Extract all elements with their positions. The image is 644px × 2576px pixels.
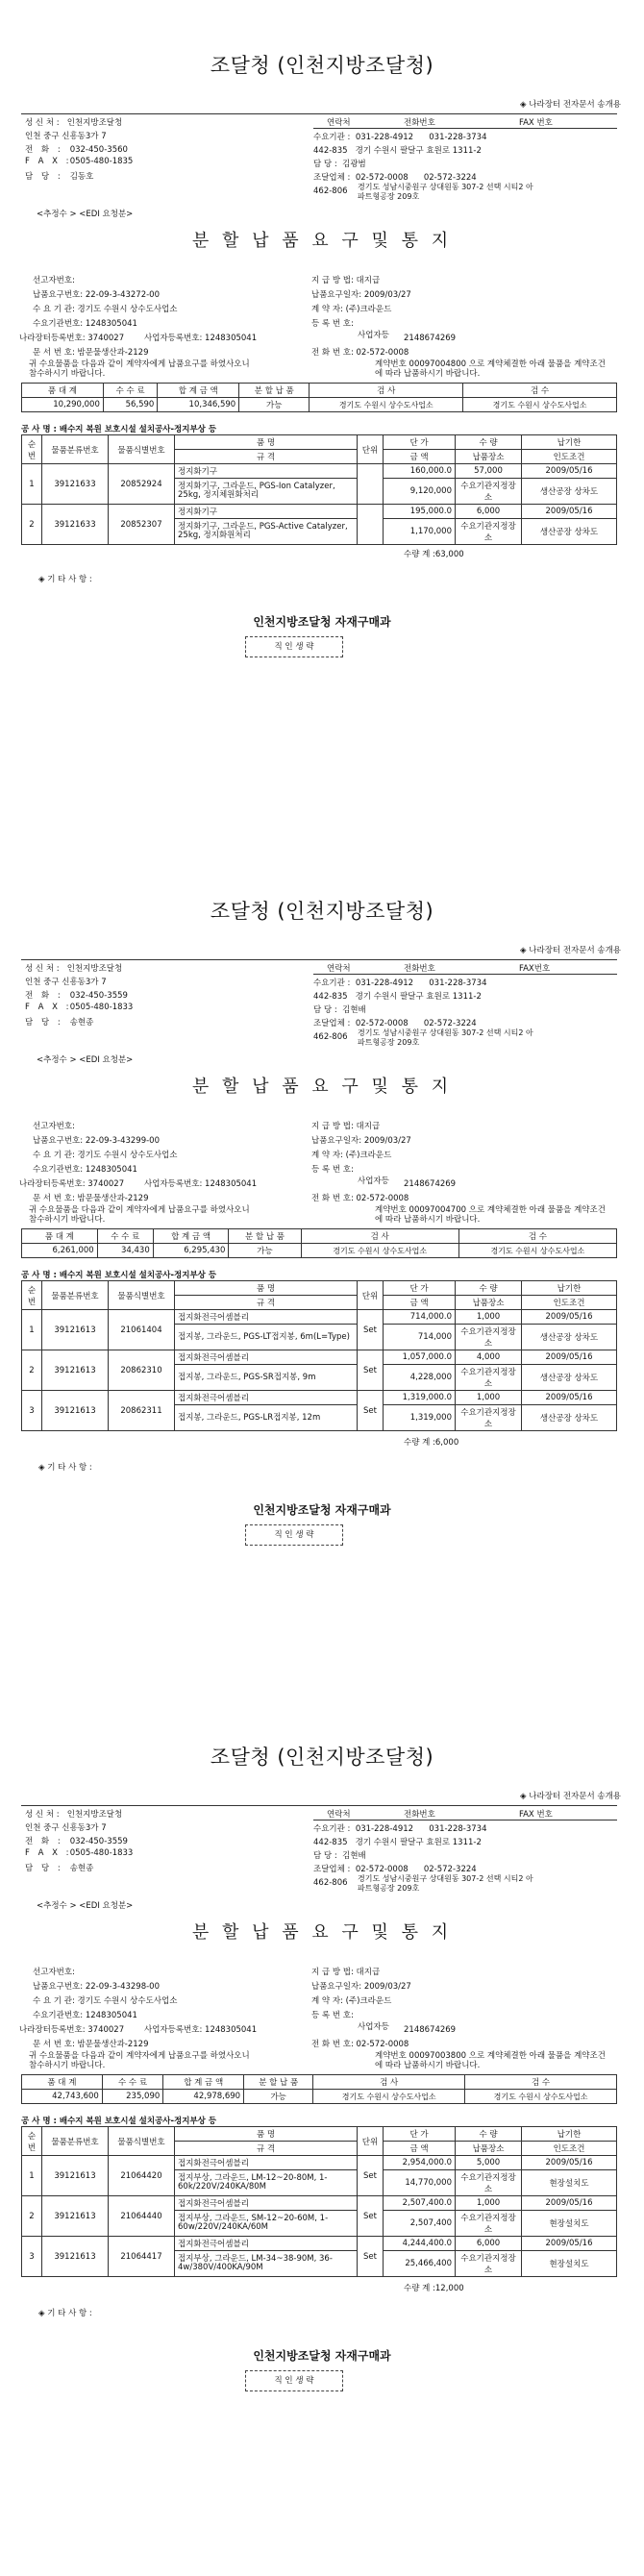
doc-title: 조달청 (인천지방조달청) bbox=[210, 900, 434, 923]
item-cell: 현장설치도 bbox=[522, 2251, 617, 2277]
vendor-manager: 담 당 : 김현배 bbox=[313, 1851, 366, 1861]
item-cell: Set bbox=[358, 1350, 384, 1391]
ref-note: ◈ 나라장터 전자문서 송개용 bbox=[520, 1792, 621, 1801]
item-cell: Set bbox=[358, 1391, 384, 1431]
procurement-notice bbox=[0, 846, 644, 1692]
item-cell: 9,120,000 bbox=[384, 479, 456, 505]
buyer-manager: 담 당 : 송현종 bbox=[25, 1864, 94, 1873]
item-cell: 접지부상, 그라운드, LM-34~38-90M, 36-4w/380V/400KA/90M bbox=[175, 2251, 358, 2277]
item-cell: 39121633 bbox=[42, 505, 109, 545]
item-cell: 39121613 bbox=[42, 2196, 109, 2237]
items-table: 순번 물품분류번호 물품식별번호 품 명 단위 단 가 수 량 납기한 규 격 금 액 납품장소 인도조건 1 39121613 21061404 접지화전극어셈블리 Set 714,000.0 1,000 2009/05/16 접지봉, 그라운드, PGS-LT접지봉, 6m(L=Type) 714,000 수요기관지정장소 생산공장 상차도 2 39121613 20862310 접지화전극어셈블리 Set 1,057,000.0 4,000 2009/05/16 접지봉, 그라운드, PGS-SR접지봉, 9m 4,228,000 수요기관지정장소 생산공장 상차도 3 39121613 20862311 접지화전극어셈블리 Set 1,319,000.0 1,000 2009/05/16 접지봉, 그라운드, PGS-LR접지봉, 12m 1,319,000 수요기관지정장소 생산공장 상차도 bbox=[21, 1280, 617, 1431]
item-cell: 접지봉, 그라운드, PGS-LT접지봉, 6m(L=Type) bbox=[175, 1325, 358, 1350]
item-cell: 2 bbox=[22, 505, 42, 545]
info-line: 사업자등록번호: 1248305041 bbox=[144, 2025, 258, 2035]
vendor-zip: 462-806 bbox=[313, 1878, 348, 1888]
item-cell: 21061404 bbox=[109, 1310, 175, 1350]
item-cell: 2009/05/16 bbox=[522, 2237, 617, 2251]
item-cell: 195,000.0 bbox=[384, 505, 456, 519]
summary-value: 경기도 수원시 상수도사업소 bbox=[313, 2090, 465, 2104]
item-cell: 3 bbox=[22, 1391, 42, 1431]
vendor-manager: 담 당 : 김현배 bbox=[313, 1005, 366, 1015]
item-cell: 2,507,400 bbox=[384, 2211, 456, 2237]
notice-subtitle: 분 할 납 품 요 구 및 통 지 bbox=[191, 231, 453, 251]
vendor-address: 경기도 성남시중원구 상대원동 307-2 선택 시티2 아파트형공장 209호 bbox=[358, 183, 533, 201]
info-line: 선고자번호: bbox=[33, 276, 75, 285]
info-line: 등 록 번 호: bbox=[311, 319, 354, 329]
summary-value: 6,295,430 bbox=[153, 1244, 229, 1258]
item-cell: 접지화전극어셈블리 bbox=[175, 2196, 358, 2211]
item-cell: 2009/05/16 bbox=[522, 1310, 617, 1325]
other-notes: ◈ 기 타 사 항 : bbox=[38, 1463, 92, 1473]
issuing-department: 인천지방조달청 자재구매과 bbox=[253, 615, 391, 629]
item-cell: 1,170,000 bbox=[384, 519, 456, 545]
total-quantity: 수량 계 :6,000 bbox=[404, 1438, 459, 1448]
item-cell: 생산공장 상차도 bbox=[522, 1365, 617, 1391]
summary-value: 경기도 수원시 상수도사업소 bbox=[458, 1244, 616, 1258]
item-cell: 2,507,400.0 bbox=[384, 2196, 456, 2211]
info-line: 납품요구일자: 2009/03/27 bbox=[311, 1982, 411, 1992]
info-line: 사업자등록번호: 1248305041 bbox=[144, 334, 258, 343]
request-tabs: <추정수 > <EDI 요청분> bbox=[37, 1055, 134, 1065]
item-cell: 39121613 bbox=[42, 1391, 109, 1431]
item-cell: 1 bbox=[22, 2156, 42, 2196]
buyer-manager: 담 당 : 송현종 bbox=[25, 1018, 94, 1028]
item-cell: 21064440 bbox=[109, 2196, 175, 2237]
item-cell: 39121613 bbox=[42, 2156, 109, 2196]
info-notice: 계약번호 00097004800 으로 계약체결한 아래 물품을 계약조건에 따라 납품하시기 바랍니다. bbox=[375, 359, 606, 379]
table-row bbox=[22, 505, 617, 519]
requester-contact: 수요기관 : 031-228-4912 031-228-3734 bbox=[313, 1824, 487, 1834]
info-notice: 계약번호 00097004700 으로 계약체결한 아래 물품을 계약조건에 따라 납품하시기 바랍니다. bbox=[375, 1205, 606, 1225]
vendor-col-fax: FAX 번호 bbox=[519, 1810, 553, 1820]
item-cell: 4,000 bbox=[456, 1350, 522, 1365]
info-notice: 귀 수요물품을 다음과 같이 계약자에게 납품요구를 하였사오니 참수하시기 바랍니다. bbox=[29, 1205, 250, 1225]
table-row bbox=[22, 1350, 617, 1365]
project-title: 공 사 명 : 배수지 복원 보호시설 설치공사-정지부상 등 bbox=[21, 1271, 217, 1280]
info-line: 2148674269 bbox=[404, 1179, 457, 1189]
item-cell: 2009/05/16 bbox=[522, 505, 617, 519]
items-table: 순번 물품분류번호 물품식별번호 품 명 단위 단 가 수 량 납기한 규 격 금 액 납품장소 인도조건 1 39121613 21064420 접지화전극어셈블리 Set 2,954,000.0 5,000 2009/05/16 접지부상, 그라운드, LM-12~20-80M, 1-60k/220V/240KA/80M 14,770,000 수요기관지정장소 현장설치도 2 39121613 21064440 접지화전극어셈블리 Set 2,507,400.0 1,000 2009/05/16 접지부상, 그라운드, SM-12~20-60M, 1-60w/220V/240KA/60M 2,507,400 수요기관지정장소 현장설치도 3 39121613 21064417 접지화전극어셈블리 Set 4,244,400.0 6,000 2009/05/16 접지부상, 그라운드, LM-34~38-90M, 36-4w/380V/400KA/90M 25,466,400 수요기관지정장소 현장설치도 bbox=[21, 2126, 617, 2277]
summary-value: 42,743,600 bbox=[22, 2090, 103, 2104]
requester-contact: 수요기관 : 031-228-4912 031-228-3734 bbox=[313, 978, 487, 988]
item-cell: 3 bbox=[22, 2237, 42, 2277]
divider bbox=[21, 1805, 617, 1806]
item-cell: 현장설치도 bbox=[522, 2170, 617, 2196]
summary-value: 34,430 bbox=[97, 1244, 153, 1258]
item-cell bbox=[358, 464, 384, 505]
item-cell: 1,057,000.0 bbox=[384, 1350, 456, 1365]
other-notes: ◈ 기 타 사 항 : bbox=[38, 575, 92, 584]
summary-value: 경기도 수원시 상수도사업소 bbox=[310, 398, 463, 412]
info-line: 나라장터등록번호: 3740027 bbox=[19, 1179, 125, 1189]
item-cell: 2009/05/16 bbox=[522, 2156, 617, 2170]
info-line: 수 요 기 관: 경기도 수원시 상수도사업소 bbox=[33, 1996, 178, 2006]
item-cell: 생산공장 상차도 bbox=[522, 479, 617, 505]
item-cell bbox=[358, 505, 384, 545]
info-line: 사업자등 bbox=[358, 331, 389, 340]
item-cell: 접지화전극어셈블리 bbox=[175, 2237, 358, 2251]
buyer-manager: 담 당 : 김동호 bbox=[25, 172, 94, 182]
buyer-phone: 전 화 : 032-450-3560 bbox=[25, 145, 128, 155]
item-cell: 6,000 bbox=[456, 2237, 522, 2251]
summary-value: 경기도 수원시 상수도사업소 bbox=[301, 1244, 458, 1258]
item-cell: 2009/05/16 bbox=[522, 464, 617, 479]
vendor-contact: 조달업체 : 02-572-0008 02-572-3224 bbox=[313, 1865, 477, 1874]
info-notice: 계약번호 00097003800 으로 계약체결한 아래 물품을 계약조건에 따라 납품하시기 바랍니다. bbox=[375, 2051, 606, 2070]
summary-header: 검 수 bbox=[465, 2075, 617, 2090]
info-line: 선고자번호: bbox=[33, 1122, 75, 1131]
vendor-contact: 조달업체 : 02-572-0008 02-572-3224 bbox=[313, 173, 477, 183]
buyer-address: 인천 중구 신흥동3가 7 bbox=[25, 978, 107, 987]
buyer-address: 인천 중구 신흥동3가 7 bbox=[25, 132, 107, 141]
vendor-col-phone: 전화번호 bbox=[404, 964, 435, 974]
info-line: 나라장터등록번호: 3740027 bbox=[19, 334, 125, 343]
summary-header: 품 대 계 bbox=[22, 1229, 98, 1244]
item-cell: 6,000 bbox=[456, 505, 522, 519]
info-line: 지 급 방 법: 대지급 bbox=[311, 1122, 381, 1131]
procurement-notice bbox=[0, 0, 644, 846]
other-notes: ◈ 기 타 사 항 : bbox=[38, 2309, 92, 2318]
buyer-address: 인천 중구 신흥동3가 7 bbox=[25, 1823, 107, 1833]
buyer-name: 성 신 처 : 인천지방조달청 bbox=[25, 118, 123, 128]
item-cell: 접지봉, 그라운드, PGS-SR접지봉, 9m bbox=[175, 1365, 358, 1391]
project-title: 공 사 명 : 배수지 복원 보호시설 설치공사-정지부상 등 bbox=[21, 2117, 217, 2126]
vendor-address: 경기도 성남시중원구 상대원동 307-2 선택 시티2 아파트형공장 209호 bbox=[358, 1028, 533, 1047]
item-cell: 2009/05/16 bbox=[522, 1350, 617, 1365]
item-cell: 생산공장 상차도 bbox=[522, 519, 617, 545]
procurement-notice bbox=[0, 1692, 644, 2538]
item-cell: 4,228,000 bbox=[384, 1365, 456, 1391]
project-title: 공 사 명 : 배수지 복원 보호시설 설치공사-정지부상 등 bbox=[21, 425, 217, 434]
info-line: 지 급 방 법: 대지급 bbox=[311, 276, 381, 285]
info-line: 사업자등 bbox=[358, 2022, 389, 2032]
items-table: 순번 물품분류번호 물품식별번호 품 명 단위 단 가 수 량 납기한 규 격 금 액 납품장소 인도조건 1 39121633 20852924 정지화기구 160,000.0 57,000 2009/05/16 정지화기구, 그라운드, PGS-Ion Catalyzer, 25kg, 정지체원화처리 9,120,000 수요기관지정장소 생산공장 상차도 2 39121633 20852307 정지화기구 195,000.0 6,000 2009/05/16 정지화기구, 그라운드, PGS-Active Catalyzer, 25kg, 정지화원처리 1,170,000 수요기관지정장소 생산공장 상차도 bbox=[21, 434, 617, 545]
item-cell: 접지부상, 그라운드, SM-12~20-60M, 1-60w/220V/240KA/60M bbox=[175, 2211, 358, 2237]
item-cell: 25,466,400 bbox=[384, 2251, 456, 2277]
info-line: 계 약 자: (주)크라운드 bbox=[311, 1996, 392, 2006]
item-cell: 2,954,000.0 bbox=[384, 2156, 456, 2170]
summary-value: 경기도 수원시 상수도사업소 bbox=[463, 398, 617, 412]
summary-header: 합 계 금 액 bbox=[153, 1229, 229, 1244]
summary-value: 10,346,590 bbox=[158, 398, 239, 412]
summary-value: 6,261,000 bbox=[22, 1244, 98, 1258]
info-line: 수요기관번호: 1248305041 bbox=[33, 1165, 137, 1175]
summary-header: 검 사 bbox=[301, 1229, 458, 1244]
item-cell: 2009/05/16 bbox=[522, 2196, 617, 2211]
info-line: 등 록 번 호: bbox=[311, 2011, 354, 2020]
vendor-col-fax: FAX 번호 bbox=[519, 118, 553, 128]
table-row bbox=[22, 1391, 617, 1405]
summary-header: 합 계 금 액 bbox=[163, 2075, 244, 2090]
buyer-phone: 전 화 : 032-450-3559 bbox=[25, 1837, 128, 1846]
item-cell: 2 bbox=[22, 2196, 42, 2237]
info-line: 사업자등 bbox=[358, 1177, 389, 1186]
item-cell: 4,244,400.0 bbox=[384, 2237, 456, 2251]
item-cell: 수요기관지정장소 bbox=[456, 1365, 522, 1391]
info-line: 납품요구번호: 22-09-3-43272-00 bbox=[33, 290, 160, 300]
item-cell: 20862310 bbox=[109, 1350, 175, 1391]
table-row bbox=[22, 464, 617, 479]
notice-subtitle: 분 할 납 품 요 구 및 통 지 bbox=[191, 1077, 453, 1097]
item-cell: 1 bbox=[22, 1310, 42, 1350]
vendor-address: 경기도 성남시중원구 상대원동 307-2 선택 시티2 아파트형공장 209호 bbox=[358, 1874, 533, 1893]
table-row bbox=[22, 2156, 617, 2170]
item-cell: 20862311 bbox=[109, 1391, 175, 1431]
summary-value: 42,978,690 bbox=[163, 2090, 244, 2104]
doc-title: 조달청 (인천지방조달청) bbox=[210, 54, 434, 77]
vendor-col-fax: FAX번호 bbox=[519, 964, 551, 974]
item-cell: 1,319,000 bbox=[384, 1405, 456, 1431]
item-cell: 수요기관지정장소 bbox=[456, 2170, 522, 2196]
buyer-phone: 전 화 : 032-450-3559 bbox=[25, 991, 128, 1001]
item-cell: 57,000 bbox=[456, 464, 522, 479]
item-cell: 정지화기구 bbox=[175, 505, 358, 519]
item-cell: 수요기관지정장소 bbox=[456, 2211, 522, 2237]
info-line: 계 약 자: (주)크라운드 bbox=[311, 1151, 392, 1160]
summary-value: 10,290,000 bbox=[22, 398, 104, 412]
item-cell: 수요기관지정장소 bbox=[456, 1405, 522, 1431]
vendor-col-contact: 연락처 bbox=[327, 964, 351, 974]
summary-table bbox=[21, 2074, 617, 2104]
info-line: 수요기관번호: 1248305041 bbox=[33, 319, 137, 329]
vendor-contact: 조달업체 : 02-572-0008 02-572-3224 bbox=[313, 1019, 477, 1028]
vendor-zip: 462-806 bbox=[313, 186, 348, 196]
item-cell: 정지화기구 bbox=[175, 464, 358, 479]
seal-omitted-box: 직 인 생 략 bbox=[245, 2370, 343, 2391]
requester-address: 442-835 경기 수원시 팔달구 효원로 1311-2 bbox=[313, 1838, 482, 1847]
item-cell: 접지화전극어셈블리 bbox=[175, 2156, 358, 2170]
item-cell: 714,000.0 bbox=[384, 1310, 456, 1325]
request-tabs: <추정수 > <EDI 요청분> bbox=[37, 210, 134, 219]
info-line: 전 화 번 호: 02-572-0008 bbox=[311, 348, 409, 358]
summary-header: 분 할 납 품 bbox=[244, 2075, 313, 2090]
item-cell: 접지부상, 그라운드, LM-12~20-80M, 1-60k/220V/240KA/80M bbox=[175, 2170, 358, 2196]
item-cell: 2009/05/16 bbox=[522, 1391, 617, 1405]
issuing-department: 인천지방조달청 자재구매과 bbox=[253, 1503, 391, 1517]
item-cell: 1,319,000.0 bbox=[384, 1391, 456, 1405]
info-line: 등 록 번 호: bbox=[311, 1165, 354, 1175]
info-line: 2148674269 bbox=[404, 2025, 457, 2035]
requester-address: 442-835 경기 수원시 팔달구 효원로 1311-2 bbox=[313, 992, 482, 1002]
summary-table bbox=[21, 383, 617, 412]
request-tabs: <추정수 > <EDI 요청분> bbox=[37, 1901, 134, 1911]
item-cell: Set bbox=[358, 2196, 384, 2237]
info-line: 납품요구번호: 22-09-3-43298-00 bbox=[33, 1982, 160, 1992]
summary-header: 수 수 료 bbox=[97, 1229, 153, 1244]
ref-note: ◈ 나라장터 전자문서 송개용 bbox=[520, 100, 621, 110]
item-cell: 2 bbox=[22, 1350, 42, 1391]
info-line: 납품요구일자: 2009/03/27 bbox=[311, 290, 411, 300]
item-cell: 접지화전극어셈블리 bbox=[175, 1391, 358, 1405]
info-line: 문 서 번 호: 밤문물생산과-2129 bbox=[33, 348, 149, 358]
buyer-fax: F A X : 0505-480-1833 bbox=[25, 1848, 134, 1858]
item-cell: 생산공장 상차도 bbox=[522, 1405, 617, 1431]
summary-value: 235,090 bbox=[102, 2090, 162, 2104]
buyer-fax: F A X : 0505-480-1833 bbox=[25, 1003, 134, 1012]
summary-value: 56,590 bbox=[103, 398, 157, 412]
item-cell: 정지화기구, 그라운드, PGS-Active Catalyzer, 25kg, 정지화원처리 bbox=[175, 519, 358, 545]
vendor-zip: 462-806 bbox=[313, 1032, 348, 1042]
divider bbox=[21, 113, 617, 114]
item-cell: 접지화전극어셈블리 bbox=[175, 1350, 358, 1365]
item-cell: 1,000 bbox=[456, 2196, 522, 2211]
item-cell: 714,000 bbox=[384, 1325, 456, 1350]
item-cell: 5,000 bbox=[456, 2156, 522, 2170]
total-quantity: 수량 계 :12,000 bbox=[404, 2284, 464, 2293]
info-line: 납품요구일자: 2009/03/27 bbox=[311, 1136, 411, 1146]
summary-value: 가능 bbox=[239, 398, 310, 412]
vendor-manager: 담 당 : 김광범 bbox=[313, 160, 366, 169]
item-cell: 14,770,000 bbox=[384, 2170, 456, 2196]
buyer-name: 성 신 처 : 인천지방조달청 bbox=[25, 1810, 123, 1820]
issuing-department: 인천지방조달청 자재구매과 bbox=[253, 2349, 391, 2363]
summary-header: 분 할 납 품 bbox=[229, 1229, 301, 1244]
seal-omitted-box: 직 인 생 략 bbox=[245, 1524, 343, 1546]
item-cell: Set bbox=[358, 2156, 384, 2196]
info-line: 문 서 번 호: 밤문물생산과-2129 bbox=[33, 1194, 149, 1203]
item-cell: 21064420 bbox=[109, 2156, 175, 2196]
info-line: 나라장터등록번호: 3740027 bbox=[19, 2025, 125, 2035]
item-cell: Set bbox=[358, 2237, 384, 2277]
table-row bbox=[22, 1310, 617, 1325]
summary-header: 검 사 bbox=[310, 384, 463, 398]
info-line: 지 급 방 법: 대지급 bbox=[311, 1968, 381, 1977]
item-cell: 수요기관지정장소 bbox=[456, 519, 522, 545]
item-cell: 현장설치도 bbox=[522, 2211, 617, 2237]
item-cell: 정지화기구, 그라운드, PGS-Ion Catalyzer, 25kg, 정지체원화처리 bbox=[175, 479, 358, 505]
item-cell: 1 bbox=[22, 464, 42, 505]
table-row bbox=[22, 2196, 617, 2211]
info-line: 납품요구번호: 22-09-3-43299-00 bbox=[33, 1136, 160, 1146]
summary-header: 품 대 계 bbox=[22, 2075, 103, 2090]
info-line: 전 화 번 호: 02-572-0008 bbox=[311, 2040, 409, 2049]
notice-subtitle: 분 할 납 품 요 구 및 통 지 bbox=[191, 1922, 453, 1943]
ref-note: ◈ 나라장터 전자문서 송개용 bbox=[520, 946, 621, 955]
item-cell: 수요기관지정장소 bbox=[456, 2251, 522, 2277]
divider bbox=[21, 959, 617, 960]
info-line: 문 서 번 호: 밤문물생산과-2129 bbox=[33, 2040, 149, 2049]
summary-value: 가능 bbox=[229, 1244, 301, 1258]
item-cell: 접지봉, 그라운드, PGS-LR접지봉, 12m bbox=[175, 1405, 358, 1431]
info-line: 수 요 기 관: 경기도 수원시 상수도사업소 bbox=[33, 1151, 178, 1160]
item-cell: 수요기관지정장소 bbox=[456, 1325, 522, 1350]
item-cell: 39121633 bbox=[42, 464, 109, 505]
item-cell: 21064417 bbox=[109, 2237, 175, 2277]
info-line: 선고자번호: bbox=[33, 1968, 75, 1977]
item-cell: 39121613 bbox=[42, 2237, 109, 2277]
requester-contact: 수요기관 : 031-228-4912 031-228-3734 bbox=[313, 133, 487, 142]
buyer-fax: F A X : 0505-480-1835 bbox=[25, 157, 134, 166]
seal-omitted-box: 직 인 생 략 bbox=[245, 636, 343, 657]
item-cell: 20852307 bbox=[109, 505, 175, 545]
info-notice: 귀 수요물품을 다음과 같이 계약자에게 납품요구를 하였사오니 참수하시기 바랍니다. bbox=[29, 359, 250, 379]
vendor-col-phone: 전화번호 bbox=[404, 118, 435, 128]
summary-header: 품 대 계 bbox=[22, 384, 104, 398]
info-line: 전 화 번 호: 02-572-0008 bbox=[311, 1194, 409, 1203]
info-line: 사업자등록번호: 1248305041 bbox=[144, 1179, 258, 1189]
buyer-name: 성 신 처 : 인천지방조달청 bbox=[25, 964, 123, 974]
item-cell: 160,000.0 bbox=[384, 464, 456, 479]
total-quantity: 수량 계 :63,000 bbox=[404, 550, 464, 559]
item-cell: 20852924 bbox=[109, 464, 175, 505]
vendor-col-contact: 연락처 bbox=[327, 118, 351, 128]
item-cell: 1,000 bbox=[456, 1310, 522, 1325]
item-cell: 생산공장 상차도 bbox=[522, 1325, 617, 1350]
summary-header: 수 수 료 bbox=[103, 384, 157, 398]
summary-header: 수 수 료 bbox=[102, 2075, 162, 2090]
info-line: 수 요 기 관: 경기도 수원시 상수도사업소 bbox=[33, 305, 178, 314]
item-cell: 1,000 bbox=[456, 1391, 522, 1405]
summary-table bbox=[21, 1228, 617, 1258]
vendor-col-phone: 전화번호 bbox=[404, 1810, 435, 1820]
item-cell: Set bbox=[358, 1310, 384, 1350]
info-line: 수요기관번호: 1248305041 bbox=[33, 2011, 137, 2020]
doc-title: 조달청 (인천지방조달청) bbox=[210, 1746, 434, 1769]
summary-value: 가능 bbox=[244, 2090, 313, 2104]
requester-address: 442-835 경기 수원시 팔달구 효원로 1311-2 bbox=[313, 146, 482, 156]
summary-header: 검 수 bbox=[463, 384, 617, 398]
summary-header: 합 계 금 액 bbox=[158, 384, 239, 398]
item-cell: 39121613 bbox=[42, 1350, 109, 1391]
vendor-col-contact: 연락처 bbox=[327, 1810, 351, 1820]
info-notice: 귀 수요물품을 다음과 같이 계약자에게 납품요구를 하였사오니 참수하시기 바랍니다. bbox=[29, 2051, 250, 2070]
item-cell: 수요기관지정장소 bbox=[456, 479, 522, 505]
info-line: 계 약 자: (주)크라운드 bbox=[311, 305, 392, 314]
summary-value: 경기도 수원시 상수도사업소 bbox=[465, 2090, 617, 2104]
summary-header: 검 수 bbox=[458, 1229, 616, 1244]
summary-header: 검 사 bbox=[313, 2075, 465, 2090]
item-cell: 접지화전극어셈블리 bbox=[175, 1310, 358, 1325]
item-cell: 39121613 bbox=[42, 1310, 109, 1350]
table-row bbox=[22, 2237, 617, 2251]
info-line: 2148674269 bbox=[404, 334, 457, 343]
summary-header: 분 할 납 품 bbox=[239, 384, 310, 398]
